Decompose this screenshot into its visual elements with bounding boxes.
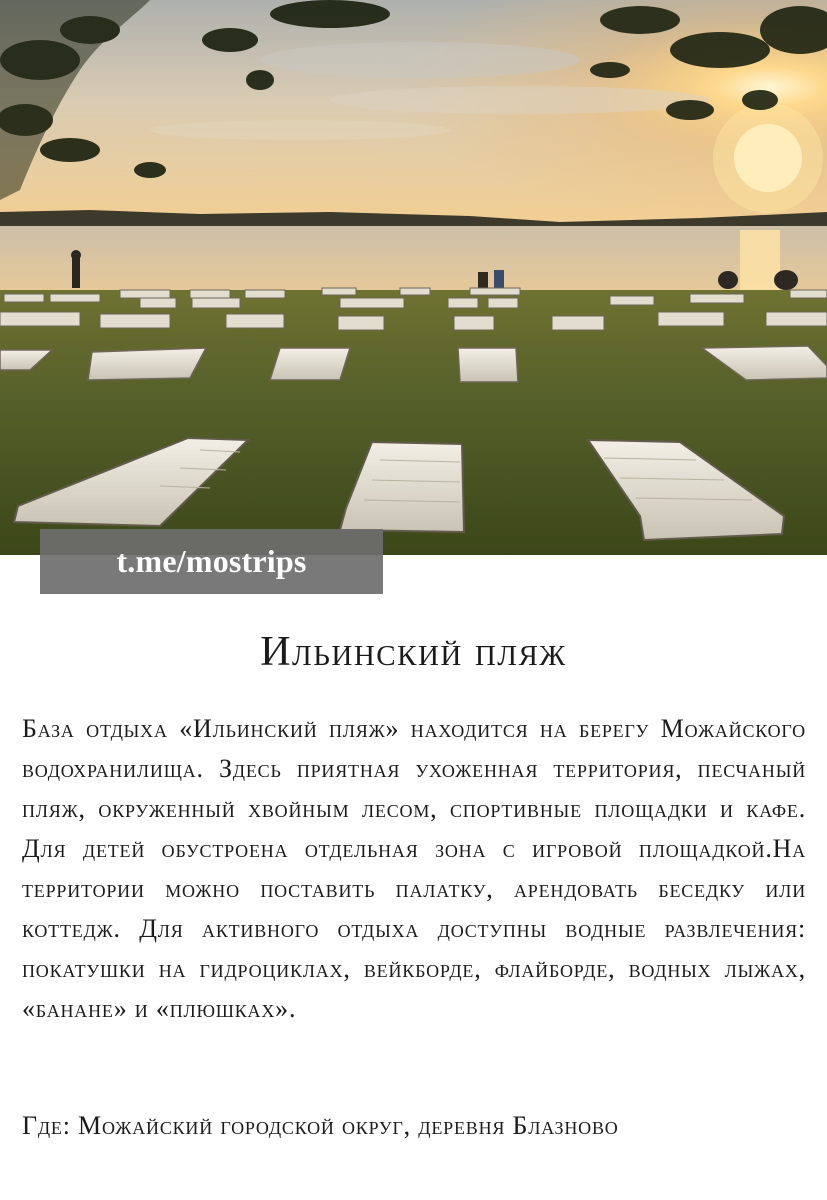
watermark-text: t.me/mostrips xyxy=(116,543,307,579)
sunset-beach-illustration xyxy=(0,0,827,555)
article-location: Где: Можайский городской округ, деревня Блазново xyxy=(22,1111,619,1140)
article-description: База отдыха «Ильинский пляж» находится на берегу Можайского водохранилища. Здесь приятная ухоженная территория, песчаный пляж, окруженный хвойным лесом, спортивные площадки и кафе. Для детей обустроена отдельная зона с игровой площадкой.На территории можно поставить палатку, арендовать беседку или коттедж. Для активного отдыха доступны водные развлечения: покатушки на гидроциклах, вейкборде, флайборде, водных лыжах, «банане» и «плюшках». xyxy=(22,714,806,1023)
article-title: Ильинский пляж xyxy=(260,629,567,675)
watermark-badge xyxy=(40,529,383,594)
beach-photo xyxy=(0,0,827,555)
